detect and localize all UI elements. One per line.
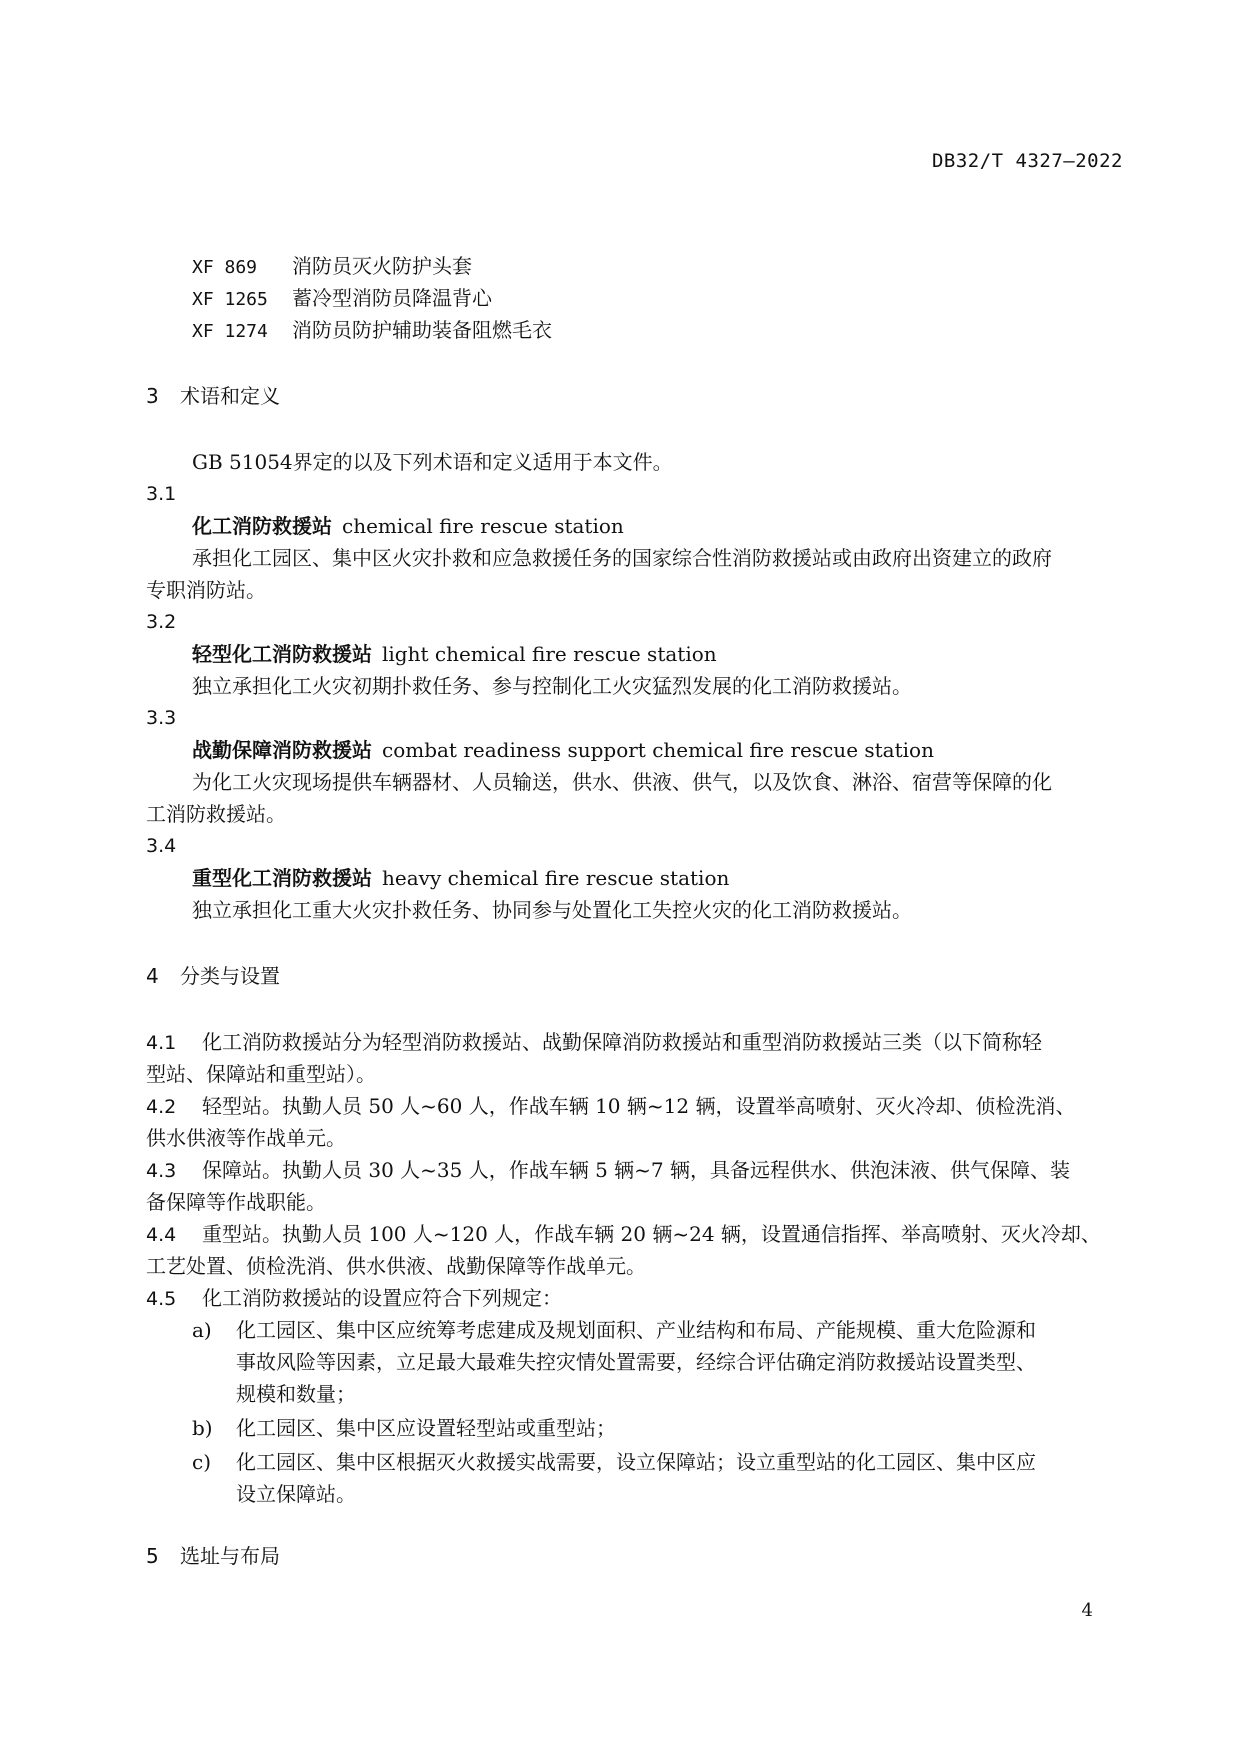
term-english: combat readiness support chemical fire rescue station [382,738,934,762]
list-item-text: 化工园区、集中区根据灭火救援实战需要，设立保障站；设立重型站的化工园区、集中区应 [236,1450,1036,1474]
section-number: 3 [146,384,159,408]
list-item-marker: c) [192,1450,212,1474]
clause-text: 化工消防救援站的设置应符合下列规定： [202,1286,562,1310]
section-title: 分类与设置 [180,964,280,988]
reference-item [192,314,552,348]
section-number: 5 [146,1544,159,1568]
reference-item [192,282,492,316]
clause-text: 重型站。执勤人员 100 人~120 人，作战车辆 20 辆~24 辆，设置通信指挥、举高喷射、灭火冷却、 [202,1222,1101,1246]
list-item-marker: b) [192,1416,213,1440]
clause-text: 保障站。执勤人员 30 人~35 人，作战车辆 5 辆~7 辆，具备远程供水、供泡沫液、供气保障、装 [202,1158,1071,1182]
term-definition-cont: 工消防救援站。 [146,802,286,826]
term-number: 3.2 [146,611,177,633]
reference-code: XF 1274 [192,321,268,342]
term-english: heavy chemical fire rescue station [382,866,730,890]
term-heading [192,734,934,766]
clause-text: 化工消防救援站分为轻型消防救援站、战勤保障消防救援站和重型消防救援站三类（以下简称轻 [202,1030,1042,1054]
clause [146,1154,1070,1187]
term-definition: 独立承担化工火灾初期扑救任务、参与控制化工火灾猛烈发展的化工消防救援站。 [192,674,912,698]
section-heading [146,1540,280,1572]
term-number: 3.4 [146,835,177,857]
clause [146,1026,1042,1059]
section-heading [146,380,280,412]
list-item-text: 设立保障站。 [236,1482,356,1506]
clause [146,1090,1075,1123]
document-code: DB32/T 4327—2022 [931,150,1123,172]
term-chinese: 轻型化工消防救援站 [192,642,372,666]
clause-number: 4.2 [146,1096,177,1118]
section-heading [146,960,280,992]
clause-number: 4.5 [146,1288,177,1310]
term-chinese: 战勤保障消防救援站 [192,738,372,762]
section-number: 4 [146,964,159,988]
clause-number: 4.3 [146,1160,177,1182]
list-item-text: 事故风险等因素，立足最大最难失控灾情处置需要，经综合评估确定消防救援站设置类型、 [236,1350,1036,1374]
list-item-marker: a) [192,1318,212,1342]
term-heading [192,638,717,670]
page-number: 4 [1081,1600,1093,1621]
list-item-text: 规模和数量； [236,1382,356,1406]
reference-code: XF 869 [192,257,258,278]
term-definition-cont: 专职消防站。 [146,578,266,602]
term-definition: 独立承担化工重大火灾扑救任务、协同参与处置化工失控火灾的化工消防救援站。 [192,898,912,922]
term-number: 3.3 [146,707,177,729]
term-chinese: 重型化工消防救援站 [192,866,372,890]
list-item-text: 化工园区、集中区应设置轻型站或重型站； [236,1416,616,1440]
clause-text-cont: 型站、保障站和重型站）。 [146,1062,376,1086]
term-heading [192,510,624,542]
term-heading [192,862,729,894]
reference-title: 消防员防护辅助装备阻燃毛衣 [292,318,552,342]
clause-text-cont: 工艺处置、侦检洗消、供水供液、战勤保障等作战单元。 [146,1254,646,1278]
term-definition: 为化工火灾现场提供车辆器材、人员输送，供水、供液、供气，以及饮食、淋浴、宿营等保障的化 [192,770,1052,794]
section-title: 术语和定义 [180,384,280,408]
clause-text-cont: 备保障等作战职能。 [146,1190,326,1214]
term-chinese: 化工消防救援站 [192,514,332,538]
term-number: 3.1 [146,483,177,505]
list-item-text: 化工园区、集中区应统筹考虑建成及规划面积、产业结构和布局、产能规模、重大危险源和 [236,1318,1036,1342]
term-definition: 承担化工园区、集中区火灾扑救和应急救援任务的国家综合性消防救援站或由政府出资建立的政府 [192,546,1052,570]
clause [146,1282,562,1315]
clause-text: 轻型站。执勤人员 50 人~60 人，作战车辆 10 辆~12 辆，设置举高喷射、灭火冷却、侦检洗消、 [202,1094,1076,1118]
clause-text-cont: 供水供液等作战单元。 [146,1126,346,1150]
reference-title: 蓄冷型消防员降温背心 [292,286,492,310]
clause [146,1218,1101,1251]
reference-item [192,250,472,284]
clause-number: 4.4 [146,1224,177,1246]
clause-number: 4.1 [146,1032,177,1054]
reference-title: 消防员灭火防护头套 [292,254,472,278]
term-english: light chemical fire rescue station [382,642,717,666]
reference-code: XF 1265 [192,289,268,310]
section-intro: GB 51054界定的以及下列术语和定义适用于本文件。 [192,450,673,474]
term-english: chemical fire rescue station [342,514,624,538]
section-title: 选址与布局 [180,1544,280,1568]
